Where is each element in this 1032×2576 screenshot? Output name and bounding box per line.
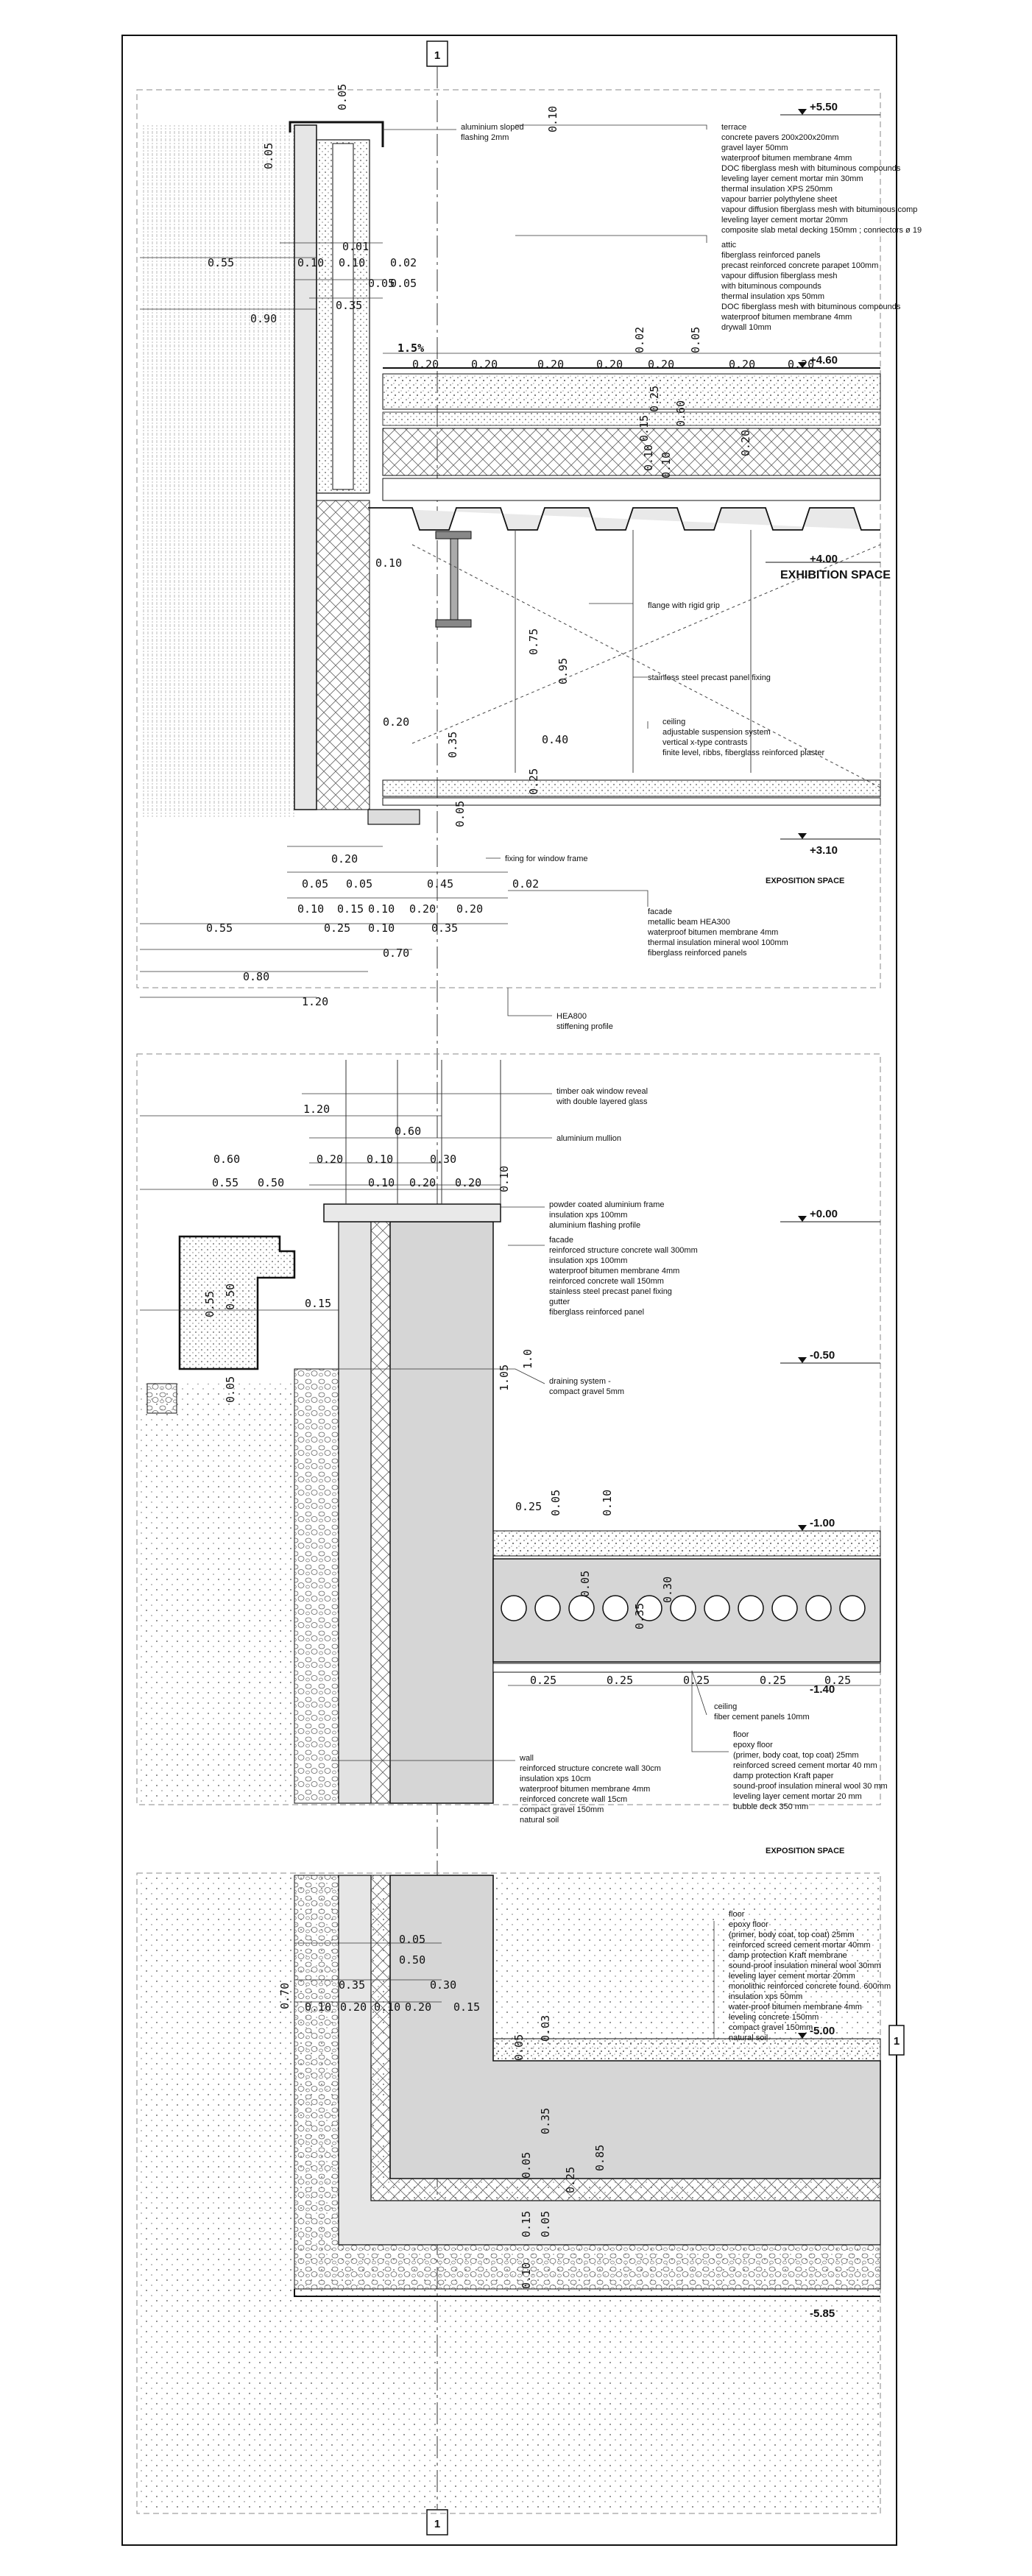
dim-label: 0.20 bbox=[383, 715, 410, 729]
svg-text:reinforced structure concrete: reinforced structure concrete wall 300mm bbox=[549, 1246, 698, 1255]
upper-detail bbox=[140, 84, 922, 1031]
dim-label: 0.15 bbox=[637, 414, 651, 442]
metal-decking bbox=[368, 508, 880, 530]
svg-text:fixing for window frame: fixing for window frame bbox=[505, 854, 588, 863]
svg-text:sound-proof insulation mineral: sound-proof insulation mineral wool 30 mm bbox=[733, 1782, 888, 1791]
dim-label: 0.20 bbox=[596, 358, 623, 371]
dim-label: 0.20 bbox=[409, 1176, 437, 1189]
svg-text:-1.40: -1.40 bbox=[810, 1683, 835, 1696]
dim-label: 0.02 bbox=[633, 326, 646, 353]
svg-text:vertical x-type contrasts: vertical x-type contrasts bbox=[662, 738, 748, 747]
dim-label: 0.05 bbox=[346, 877, 373, 891]
dim-label: 0.05 bbox=[390, 277, 417, 290]
dim-label: 0.50 bbox=[399, 1953, 426, 1967]
facade-panel bbox=[294, 125, 317, 810]
svg-text:compact gravel 150mm: compact gravel 150mm bbox=[520, 1805, 604, 1814]
svg-text:+0.00: +0.00 bbox=[810, 1208, 838, 1220]
dim-label: 0.20 bbox=[412, 358, 439, 371]
dim-label: 0.10 bbox=[546, 105, 559, 132]
dim-label: 0.15 bbox=[337, 902, 364, 916]
window-frame-base bbox=[324, 1204, 501, 1222]
exterior-sill bbox=[180, 1236, 294, 1369]
dim-label: 0.10 bbox=[601, 1489, 614, 1516]
wall-insulation bbox=[371, 1222, 390, 1803]
note-flashing bbox=[461, 123, 524, 142]
dim-label: 0.30 bbox=[430, 1153, 457, 1166]
svg-text:fiber cement panels 10mm: fiber cement panels 10mm bbox=[714, 1713, 810, 1722]
dim-label: 0.60 bbox=[213, 1153, 241, 1166]
svg-text:insulation xps 100mm: insulation xps 100mm bbox=[549, 1211, 628, 1220]
dim-label: 0.20 bbox=[537, 358, 565, 371]
svg-text:thermal insulation mineral woo: thermal insulation mineral wool 100mm bbox=[648, 938, 788, 947]
dim-label: 0.70 bbox=[278, 1982, 291, 2009]
svg-text:compact gravel 150mm: compact gravel 150mm bbox=[729, 2023, 813, 2032]
svg-text:flange with rigid grip: flange with rigid grip bbox=[648, 601, 720, 610]
level-marker-000 bbox=[780, 1208, 880, 1222]
level-marker-m100 bbox=[780, 1517, 880, 1531]
svg-text:epoxy floor: epoxy floor bbox=[733, 1741, 773, 1749]
svg-text:natural soil: natural soil bbox=[520, 1816, 559, 1825]
dim-label: 0.35 bbox=[336, 299, 363, 312]
dim-label: 0.10 bbox=[660, 451, 673, 478]
space-title-exhibition: EXHIBITION SPACE bbox=[780, 569, 891, 581]
svg-text:(primer, body coat, top coat): (primer, body coat, top coat) 25mm bbox=[733, 1751, 859, 1760]
space-title-exposition-middle: EXPOSITION SPACE bbox=[766, 1847, 845, 1855]
dim-label: 0.10 bbox=[520, 2262, 533, 2289]
middle-detail bbox=[140, 1060, 888, 1855]
dim-label: 0.05 bbox=[368, 277, 395, 290]
svg-text:+4.00: +4.00 bbox=[810, 553, 838, 565]
dim-label: 0.35 bbox=[339, 1978, 366, 1992]
note-window-fixing bbox=[505, 854, 588, 863]
dim-label: 0.60 bbox=[395, 1125, 422, 1138]
svg-text:waterproof bitumen membrane 4m: waterproof bitumen membrane 4mm bbox=[648, 928, 779, 937]
dim-label: 0.20 bbox=[317, 1153, 344, 1166]
dim-label: 0.25 bbox=[324, 921, 351, 935]
note-ceiling-middle bbox=[714, 1702, 810, 1722]
level-marker-m050 bbox=[780, 1349, 880, 1363]
note-flange bbox=[648, 601, 720, 610]
svg-text:1: 1 bbox=[434, 49, 441, 62]
dim-label: 0.10 bbox=[305, 2000, 332, 2014]
dim-label: 0.20 bbox=[331, 852, 358, 866]
dim-label: 0.10 bbox=[642, 444, 655, 471]
dim-label: 0.85 bbox=[593, 2144, 607, 2171]
svg-text:1: 1 bbox=[434, 2518, 441, 2530]
bubble-deck-voids bbox=[501, 1596, 865, 1621]
svg-text:insulation xps 10cm: insulation xps 10cm bbox=[520, 1774, 591, 1783]
dim-label: 0.20 bbox=[409, 902, 437, 916]
svg-text:+5.50: +5.50 bbox=[810, 101, 838, 113]
space-title-exposition-upper: EXPOSITION SPACE bbox=[766, 877, 845, 885]
dim-label: 0.20 bbox=[405, 2000, 432, 2014]
svg-text:ceiling: ceiling bbox=[662, 718, 686, 726]
dim-label: 0.55 bbox=[208, 256, 235, 269]
dim-label: 0.25 bbox=[515, 1500, 542, 1513]
dim-label: 0.20 bbox=[340, 2000, 367, 2014]
dim-label: 0.05 bbox=[539, 2210, 552, 2237]
lower-detail bbox=[140, 1875, 891, 2511]
dim-label: 0.20 bbox=[739, 429, 752, 456]
dim-label: 0.15 bbox=[305, 1297, 332, 1310]
note-frame bbox=[549, 1200, 665, 1230]
dim-label: 0.03 bbox=[539, 2014, 552, 2042]
dim-label: 0.02 bbox=[390, 256, 417, 269]
dim-label: 0.10 bbox=[374, 2000, 401, 2014]
dim-label: 0.25 bbox=[564, 2166, 577, 2193]
dim-label: 0.20 bbox=[788, 358, 815, 371]
dim-label: 1.20 bbox=[303, 1103, 331, 1116]
dim-label: 0.20 bbox=[456, 902, 484, 916]
dim-label: 0.90 bbox=[250, 312, 278, 325]
dim-label: 0.20 bbox=[729, 358, 756, 371]
svg-text:waterproof bitumen membrane 4m: waterproof bitumen membrane 4mm bbox=[520, 1785, 651, 1794]
dim-label: 0.10 bbox=[297, 902, 325, 916]
section-marker-top bbox=[427, 41, 448, 66]
dim-label: 0.55 bbox=[206, 921, 233, 935]
svg-text:-0.50: -0.50 bbox=[810, 1349, 835, 1362]
svg-text:DOC fiberglass mesh with bitum: DOC fiberglass mesh with bituminous compounds bbox=[721, 164, 901, 173]
svg-text:floor: floor bbox=[733, 1730, 749, 1739]
dim-label: 0.45 bbox=[427, 877, 454, 891]
svg-text:epoxy floor: epoxy floor bbox=[729, 1920, 768, 1929]
dim-label: 0.10 bbox=[368, 921, 395, 935]
dim-label: 1.05 bbox=[498, 1364, 511, 1391]
svg-text:+4.60: +4.60 bbox=[810, 354, 838, 367]
svg-text:waterproof bitumen membrane 4m: waterproof bitumen membrane 4mm bbox=[549, 1267, 680, 1275]
dim-label: 0.10 bbox=[339, 256, 366, 269]
dim-label: 0.10 bbox=[297, 256, 325, 269]
note-hea800 bbox=[556, 1012, 613, 1031]
dim-label: 0.25 bbox=[530, 1674, 557, 1687]
facade-insulation bbox=[317, 500, 370, 810]
svg-text:leveling layer cement mortar 2: leveling layer cement mortar 20 mm bbox=[733, 1792, 862, 1801]
svg-text:-1.00: -1.00 bbox=[810, 1517, 835, 1529]
section-marker-right bbox=[889, 2025, 904, 2055]
dim-label: 0.05 bbox=[520, 2151, 533, 2179]
svg-text:facade: facade bbox=[549, 1236, 574, 1245]
dim-label: 0.10 bbox=[368, 1176, 395, 1189]
svg-text:fiberglass reinforced panel: fiberglass reinforced panel bbox=[549, 1308, 645, 1317]
note-wall-middle bbox=[519, 1754, 661, 1825]
dim-label: 0.50 bbox=[224, 1283, 237, 1310]
svg-text:precast reinforced concrete pa: precast reinforced concrete parapet 100mm bbox=[721, 261, 879, 270]
svg-text:finite level, ribbs, fiberglas: finite level, ribbs, fiberglass reinforced plaster bbox=[662, 749, 825, 757]
dim-label: 0.95 bbox=[556, 657, 570, 684]
dim-label: 0.05 bbox=[399, 1933, 426, 1946]
note-mullion bbox=[556, 1134, 621, 1143]
steel-beam-hea300 bbox=[436, 531, 471, 627]
svg-text:stainless steel precast panel: stainless steel precast panel fixing bbox=[648, 673, 771, 682]
svg-text:insulation xps 50mm: insulation xps 50mm bbox=[729, 1992, 803, 2001]
note-drainage bbox=[549, 1377, 624, 1396]
svg-text:reinforced screed cement morta: reinforced screed cement mortar 40mm bbox=[729, 1941, 871, 1950]
svg-text:vapour diffusion fiberglass me: vapour diffusion fiberglass mesh bbox=[721, 272, 838, 280]
dim-label: 0.35 bbox=[431, 921, 459, 935]
svg-text:floor: floor bbox=[729, 1910, 745, 1919]
concrete-wall-outer bbox=[339, 1222, 371, 1803]
dim-label: 0.35 bbox=[633, 1602, 646, 1630]
dim-label: 0.55 bbox=[212, 1176, 239, 1189]
structural-concrete-wall bbox=[390, 1222, 493, 1803]
svg-text:stiffening profile: stiffening profile bbox=[556, 1022, 613, 1031]
svg-text:terrace: terrace bbox=[721, 123, 747, 132]
note-facade-middle bbox=[548, 1236, 698, 1317]
roof-slope-label: 1.5% bbox=[397, 342, 425, 355]
floor-screed bbox=[493, 1531, 880, 1556]
dim-label: 0.05 bbox=[549, 1489, 562, 1516]
svg-text:timber oak window reveal: timber oak window reveal bbox=[556, 1087, 648, 1096]
svg-text:gravel layer 50mm: gravel layer 50mm bbox=[721, 144, 788, 152]
note-panel-fixing bbox=[648, 673, 771, 682]
svg-text:waterproof bitumen membrane 4m: waterproof bitumen membrane 4mm bbox=[721, 313, 852, 322]
window-head bbox=[368, 810, 420, 824]
svg-text:fiberglass reinforced panels: fiberglass reinforced panels bbox=[721, 251, 821, 260]
dim-label: 0.05 bbox=[579, 1570, 592, 1597]
dim-label: 0.25 bbox=[683, 1674, 710, 1687]
dim-label: 0.05 bbox=[453, 800, 467, 827]
dim-label: 0.25 bbox=[607, 1674, 634, 1687]
svg-text:aluminium flashing profile: aluminium flashing profile bbox=[549, 1221, 641, 1230]
svg-text:damp protection Kraft paper: damp protection Kraft paper bbox=[733, 1772, 834, 1780]
svg-text:vapour diffusion fiberglass me: vapour diffusion fiberglass mesh with bituminous comp bbox=[721, 205, 918, 214]
dim-label: 0.25 bbox=[760, 1674, 787, 1687]
note-facade-upper bbox=[647, 907, 788, 958]
dim-label: 0.05 bbox=[224, 1376, 237, 1403]
svg-text:-5.00: -5.00 bbox=[810, 2025, 835, 2037]
svg-text:aluminium sloped: aluminium sloped bbox=[461, 123, 524, 132]
svg-text:vapour barrier polythylene she: vapour barrier polythylene sheet bbox=[721, 195, 838, 204]
dim-label: 1.0 bbox=[521, 1348, 534, 1369]
svg-text:facade: facade bbox=[648, 907, 673, 916]
dim-label: 0.15 bbox=[453, 2000, 481, 2014]
dim-label: 0.75 bbox=[527, 628, 540, 655]
svg-text:with bituminous compounds: with bituminous compounds bbox=[721, 282, 821, 291]
dim-label: 0.05 bbox=[302, 877, 329, 891]
svg-text:thermal insulation xps 50mm: thermal insulation xps 50mm bbox=[721, 292, 825, 301]
svg-text:insulation xps 100mm: insulation xps 100mm bbox=[549, 1256, 628, 1265]
svg-text:compact gravel 5mm: compact gravel 5mm bbox=[549, 1387, 625, 1396]
compact-gravel-wall bbox=[294, 1369, 339, 1803]
dim-label: 0.05 bbox=[689, 326, 702, 353]
svg-text:attic: attic bbox=[721, 241, 737, 250]
note-ceiling-upper bbox=[662, 718, 824, 757]
svg-text:reinforced concrete wall 15cm: reinforced concrete wall 15cm bbox=[520, 1795, 628, 1804]
svg-text:gutter: gutter bbox=[549, 1298, 570, 1306]
dim-label: 0.05 bbox=[336, 83, 349, 110]
dim-label: 0.25 bbox=[527, 768, 540, 795]
svg-text:concrete pavers 200x200x20mm: concrete pavers 200x200x20mm bbox=[721, 133, 839, 142]
svg-text:with double layered glass: with double layered glass bbox=[556, 1097, 648, 1106]
dim-label: 0.60 bbox=[674, 400, 688, 427]
dim-label: 0.02 bbox=[512, 877, 540, 891]
dim-label: 0.20 bbox=[455, 1176, 482, 1189]
dim-label: 0.10 bbox=[375, 556, 403, 570]
svg-text:powder coated aluminium frame: powder coated aluminium frame bbox=[549, 1200, 665, 1209]
dim-label: 1.20 bbox=[302, 995, 329, 1008]
svg-text:metallic beam HEA300: metallic beam HEA300 bbox=[648, 918, 730, 927]
svg-text:thermal insulation XPS 250mm: thermal insulation XPS 250mm bbox=[721, 185, 833, 194]
dim-label: 0.80 bbox=[243, 970, 270, 983]
svg-text:water-proof bitumen membrane 4: water-proof bitumen membrane 4mm bbox=[729, 2003, 862, 2011]
svg-text:composite slab metal decking 1: composite slab metal decking 150mm ; connectors ø 19 bbox=[721, 226, 922, 235]
svg-text:adjustable suspension system: adjustable suspension system bbox=[662, 728, 771, 737]
dim-label: 0.40 bbox=[542, 733, 569, 746]
dim-label: 0.25 bbox=[648, 385, 661, 412]
svg-text:flashing 2mm: flashing 2mm bbox=[461, 133, 509, 142]
svg-text:leveling concrete 150mm: leveling concrete 150mm bbox=[729, 2013, 819, 2022]
dim-label: 0.20 bbox=[471, 358, 498, 371]
dim-label: 0.55 bbox=[203, 1290, 216, 1317]
level-marker-310 bbox=[780, 833, 880, 857]
note-window-reveal bbox=[556, 1087, 648, 1106]
svg-text:leveling layer cement mortar m: leveling layer cement mortar min 30mm bbox=[721, 174, 863, 183]
dim-label: 0.70 bbox=[383, 946, 410, 960]
dim-label: 0.30 bbox=[661, 1576, 674, 1603]
note-floor-middle bbox=[733, 1730, 888, 1811]
dim-label: 0.50 bbox=[258, 1176, 285, 1189]
svg-text:leveling layer cement mortar 2: leveling layer cement mortar 20mm bbox=[721, 216, 848, 224]
svg-text:wall: wall bbox=[520, 1754, 534, 1763]
natural-soil-left bbox=[140, 1384, 294, 1803]
svg-text:waterproof bitumen membrane 4m: waterproof bitumen membrane 4mm bbox=[721, 154, 852, 163]
svg-text:reinforced screed cement morta: reinforced screed cement mortar 40 mm bbox=[733, 1761, 877, 1770]
svg-text:draining system -: draining system - bbox=[549, 1377, 611, 1386]
svg-text:DOC fiberglass mesh with bitum: DOC fiberglass mesh with bituminous compounds bbox=[721, 302, 901, 311]
dim-label: 0.25 bbox=[824, 1674, 852, 1687]
svg-text:ceiling: ceiling bbox=[714, 1702, 738, 1711]
svg-text:HEA800: HEA800 bbox=[556, 1012, 587, 1021]
svg-text:aluminium mullion: aluminium mullion bbox=[556, 1134, 622, 1143]
dim-label: 0.10 bbox=[368, 902, 395, 916]
dim-label: 0.05 bbox=[262, 142, 275, 169]
svg-text:-5.85: -5.85 bbox=[810, 2307, 835, 2320]
dim-label: 0.10 bbox=[367, 1153, 394, 1166]
dim-label: 0.20 bbox=[648, 358, 675, 371]
ceiling-panel bbox=[383, 780, 880, 796]
dim-label: 0.01 bbox=[342, 240, 370, 253]
svg-text:bubble deck 350 mm: bubble deck 350 mm bbox=[733, 1802, 809, 1811]
dim-label: 0.30 bbox=[430, 1978, 457, 1992]
svg-text:drywall 10mm: drywall 10mm bbox=[721, 323, 771, 332]
svg-text:+3.10: +3.10 bbox=[810, 844, 838, 857]
svg-text:damp protection Kraft membrane: damp protection Kraft membrane bbox=[729, 1951, 847, 1960]
dim-label: 0.10 bbox=[498, 1165, 511, 1192]
dim-label: 0.35 bbox=[446, 731, 459, 758]
svg-text:leveling layer cement mortar 2: leveling layer cement mortar 20mm bbox=[729, 1972, 855, 1981]
level-marker-550 bbox=[780, 101, 880, 115]
dim-label: 0.05 bbox=[512, 2034, 526, 2061]
svg-text:1: 1 bbox=[893, 2035, 900, 2048]
note-terrace bbox=[721, 123, 922, 235]
svg-text:fiberglass reinforced panels: fiberglass reinforced panels bbox=[648, 949, 747, 958]
note-attic bbox=[721, 241, 901, 332]
level-marker-400 bbox=[766, 553, 880, 565]
dim-label: 0.15 bbox=[520, 2210, 533, 2237]
svg-text:stainless steel precast panel: stainless steel precast panel fixing bbox=[549, 1287, 672, 1296]
svg-text:(primer, body coat, top coat): (primer, body coat, top coat) 25mm bbox=[729, 1931, 855, 1939]
svg-text:monolithic reinforced concrete: monolithic reinforced concrete found. 600mm bbox=[729, 1982, 891, 1991]
dim-label: 0.35 bbox=[539, 2107, 552, 2134]
svg-text:reinforced structure concrete: reinforced structure concrete wall 30cm bbox=[520, 1764, 661, 1773]
svg-text:reinforced concrete wall 150mm: reinforced concrete wall 150mm bbox=[549, 1277, 664, 1286]
roof-build-up bbox=[383, 368, 880, 500]
svg-text:natural soil: natural soil bbox=[729, 2034, 768, 2042]
svg-text:sound-proof insulation mineral: sound-proof insulation mineral wool 30mm bbox=[729, 1961, 881, 1970]
